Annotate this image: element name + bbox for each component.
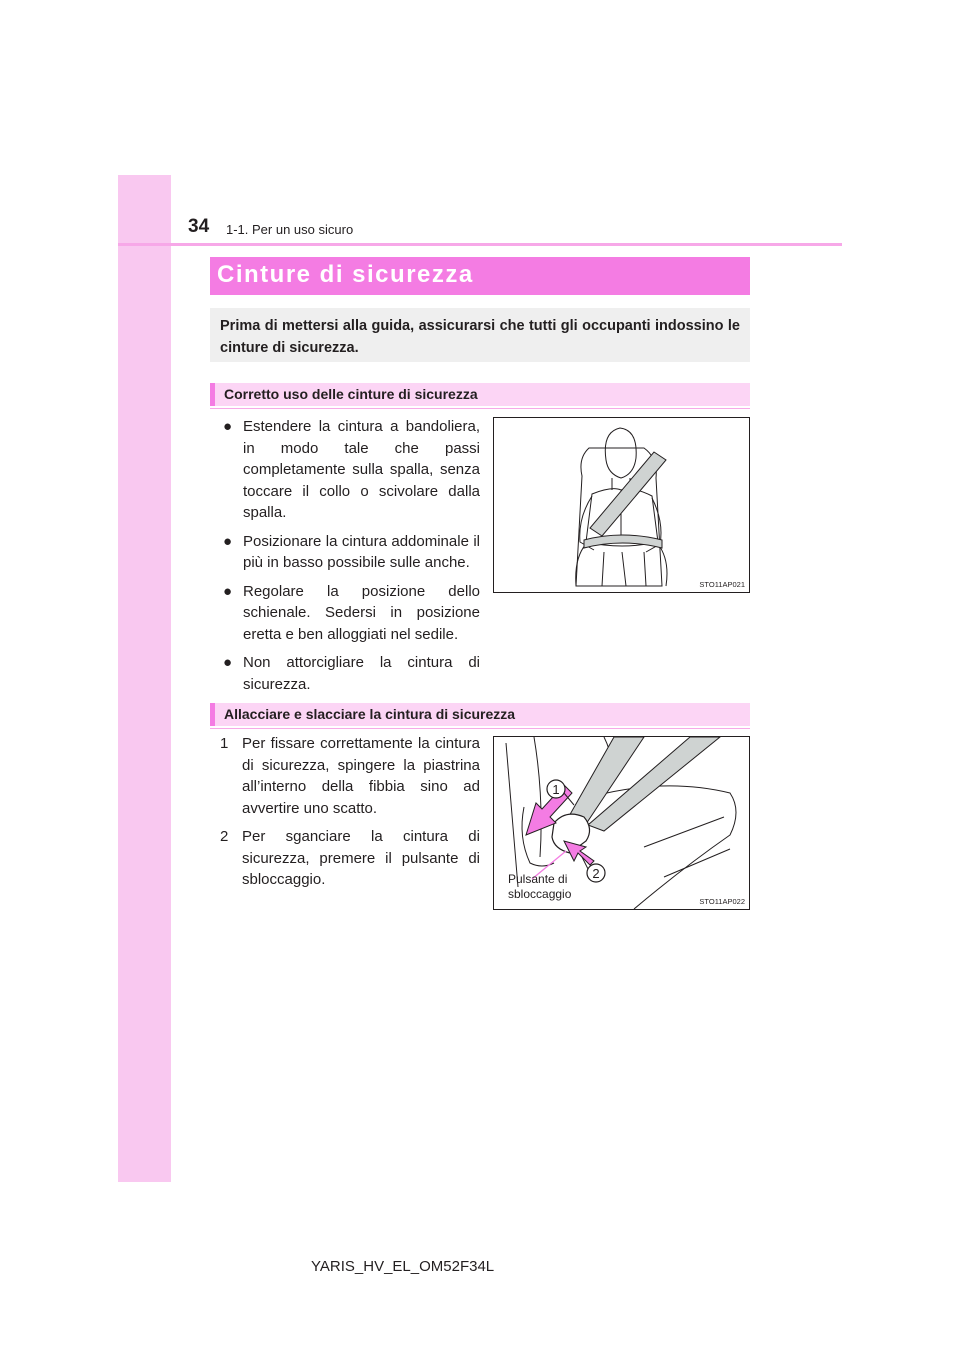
bullet-text: Non attorcigliare la cintura di sicurezza.	[243, 654, 480, 693]
bullet-icon: ●	[223, 418, 233, 435]
subheading-bar-fasten	[210, 703, 750, 726]
bullet-item	[223, 531, 480, 574]
subheading-fasten: Allacciare e slacciare la cintura di sicurezza	[224, 706, 516, 722]
callout-2: 2	[592, 866, 600, 881]
seated-driver-illustration	[493, 417, 750, 593]
intro-text: Prima di mettersi alla guida, assicurarsi che tutti gli occupanti indossino le cinture di sicurezza.	[220, 318, 740, 356]
release-label-line: sbloccaggio	[508, 887, 572, 901]
step-text: Per fissare correttamente la cintura di sicurezza, spingere la piastrina all’interno della fibbia sino ad avvertire uno scatto.	[242, 735, 480, 817]
bullet-text: Estendere la cintura a bandoliera, in modo tale che passi completamente sulla spalla, senza toccare il collo o scivolare dalla spalla.	[243, 418, 480, 521]
title-bar	[210, 257, 750, 295]
seated-driver-drawing	[494, 418, 749, 592]
footer-code: YARIS_HV_EL_OM52F34L	[311, 1258, 495, 1275]
side-tab-band	[118, 175, 171, 1182]
bullet-text: Regolare la posizione dello schienale. Sedersi in posizione eretta e ben alloggiati nel sedile.	[243, 582, 480, 643]
bullet-list	[223, 416, 480, 702]
bullet-icon: ●	[223, 532, 233, 550]
step-item	[220, 826, 480, 891]
bullet-icon: ●	[223, 654, 233, 671]
page-number: 34	[188, 216, 210, 237]
bullet-item	[223, 416, 480, 524]
bullet-item	[223, 652, 480, 695]
subheading-usage: Corretto uso delle cinture di sicurezza	[224, 386, 478, 402]
bullet-text: Posizionare la cintura addominale il più in basso possibile sulle anche.	[243, 532, 480, 571]
step-item	[220, 733, 480, 819]
intro-box	[210, 308, 750, 362]
figure-code: STO11AP021	[699, 580, 745, 589]
step-number-badge: 1	[220, 735, 229, 752]
release-button-label	[508, 872, 571, 902]
callout-1: 1	[552, 782, 560, 797]
figure-code: STO11AP022	[699, 897, 745, 906]
step-number-badge: 2	[220, 828, 229, 845]
bullet-icon: ●	[223, 582, 233, 600]
header-rule	[118, 243, 842, 246]
release-label-line: Pulsante di	[508, 872, 568, 886]
step-text: Per sganciare la cintura di sicurezza, premere il pulsante di sbloccaggio.	[242, 828, 480, 888]
bullet-item	[223, 581, 480, 646]
subheading-bar-usage	[210, 383, 750, 406]
steps-list	[220, 733, 480, 898]
section-path: 1-1. Per un uso sicuro	[226, 222, 354, 237]
page-title: Cinture di sicurezza	[217, 261, 474, 288]
